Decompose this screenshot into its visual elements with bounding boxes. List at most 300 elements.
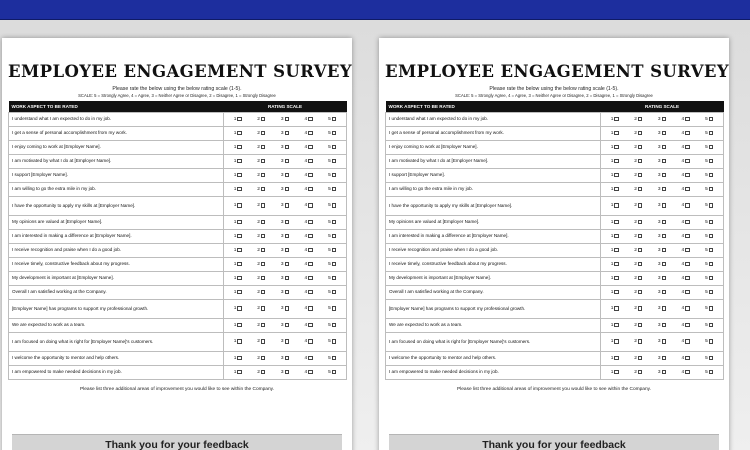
rating-option[interactable] [304, 117, 312, 122]
checkbox-icon[interactable] [685, 290, 690, 295]
rating-option[interactable] [257, 339, 265, 344]
checkbox-icon[interactable] [685, 262, 690, 267]
checkbox-icon[interactable] [614, 187, 619, 192]
checkbox-icon[interactable] [614, 159, 619, 164]
rating-option[interactable] [234, 248, 242, 253]
rating-option[interactable] [634, 173, 642, 178]
rating-option[interactable] [634, 145, 642, 150]
checkbox-icon[interactable] [685, 159, 690, 164]
rating-option[interactable] [257, 248, 265, 253]
checkbox-icon[interactable] [261, 187, 266, 192]
rating-option[interactable] [681, 203, 689, 208]
checkbox-icon[interactable] [285, 159, 290, 164]
checkbox-icon[interactable] [709, 356, 714, 361]
rating-option[interactable] [328, 356, 336, 361]
checkbox-icon[interactable] [614, 323, 619, 328]
rating-option[interactable] [234, 356, 242, 361]
rating-option[interactable] [281, 159, 289, 164]
rating-option[interactable] [611, 220, 619, 225]
checkbox-icon[interactable] [685, 234, 690, 239]
rating-option[interactable] [658, 370, 666, 375]
rating-option[interactable] [304, 323, 312, 328]
rating-option[interactable] [281, 203, 289, 208]
rating-option[interactable] [705, 117, 713, 122]
checkbox-icon[interactable] [261, 234, 266, 239]
rating-option[interactable] [257, 234, 265, 239]
rating-option[interactable] [328, 323, 336, 328]
checkbox-icon[interactable] [638, 276, 643, 281]
checkbox-icon[interactable] [261, 131, 266, 136]
rating-option[interactable] [658, 159, 666, 164]
checkbox-icon[interactable] [332, 339, 337, 344]
checkbox-icon[interactable] [709, 306, 714, 311]
checkbox-icon[interactable] [685, 187, 690, 192]
checkbox-icon[interactable] [685, 276, 690, 281]
rating-option[interactable] [257, 323, 265, 328]
checkbox-icon[interactable] [638, 220, 643, 225]
checkbox-icon[interactable] [237, 220, 242, 225]
checkbox-icon[interactable] [285, 339, 290, 344]
checkbox-icon[interactable] [308, 339, 313, 344]
rating-option[interactable] [281, 248, 289, 253]
rating-option[interactable] [611, 248, 619, 253]
rating-option[interactable] [634, 220, 642, 225]
checkbox-icon[interactable] [261, 323, 266, 328]
rating-option[interactable] [234, 159, 242, 164]
rating-option[interactable] [304, 187, 312, 192]
checkbox-icon[interactable] [685, 117, 690, 122]
rating-option[interactable] [328, 117, 336, 122]
checkbox-icon[interactable] [638, 323, 643, 328]
rating-option[interactable] [681, 187, 689, 192]
rating-option[interactable] [257, 187, 265, 192]
checkbox-icon[interactable] [285, 356, 290, 361]
checkbox-icon[interactable] [237, 159, 242, 164]
checkbox-icon[interactable] [709, 339, 714, 344]
checkbox-icon[interactable] [332, 159, 337, 164]
rating-option[interactable] [257, 131, 265, 136]
checkbox-icon[interactable] [685, 306, 690, 311]
checkbox-icon[interactable] [332, 203, 337, 208]
rating-option[interactable] [281, 370, 289, 375]
checkbox-icon[interactable] [285, 131, 290, 136]
checkbox-icon[interactable] [614, 370, 619, 375]
checkbox-icon[interactable] [332, 356, 337, 361]
checkbox-icon[interactable] [261, 262, 266, 267]
checkbox-icon[interactable] [308, 117, 313, 122]
checkbox-icon[interactable] [237, 203, 242, 208]
rating-option[interactable] [658, 339, 666, 344]
checkbox-icon[interactable] [308, 173, 313, 178]
checkbox-icon[interactable] [685, 173, 690, 178]
rating-option[interactable] [634, 276, 642, 281]
checkbox-icon[interactable] [237, 248, 242, 253]
rating-option[interactable] [304, 248, 312, 253]
checkbox-icon[interactable] [261, 173, 266, 178]
rating-option[interactable] [705, 248, 713, 253]
rating-option[interactable] [281, 339, 289, 344]
rating-option[interactable] [705, 173, 713, 178]
checkbox-icon[interactable] [614, 173, 619, 178]
checkbox-icon[interactable] [709, 234, 714, 239]
checkbox-icon[interactable] [662, 203, 667, 208]
checkbox-icon[interactable] [662, 370, 667, 375]
rating-option[interactable] [328, 339, 336, 344]
checkbox-icon[interactable] [332, 234, 337, 239]
rating-option[interactable] [634, 339, 642, 344]
checkbox-icon[interactable] [709, 173, 714, 178]
checkbox-icon[interactable] [308, 356, 313, 361]
checkbox-icon[interactable] [662, 173, 667, 178]
checkbox-icon[interactable] [614, 290, 619, 295]
checkbox-icon[interactable] [261, 356, 266, 361]
checkbox-icon[interactable] [709, 117, 714, 122]
rating-option[interactable] [281, 145, 289, 150]
rating-option[interactable] [681, 145, 689, 150]
rating-option[interactable] [328, 248, 336, 253]
rating-option[interactable] [304, 234, 312, 239]
rating-option[interactable] [681, 323, 689, 328]
checkbox-icon[interactable] [237, 339, 242, 344]
rating-option[interactable] [328, 306, 336, 311]
rating-option[interactable] [705, 187, 713, 192]
checkbox-icon[interactable] [237, 276, 242, 281]
rating-option[interactable] [304, 173, 312, 178]
checkbox-icon[interactable] [638, 234, 643, 239]
checkbox-icon[interactable] [285, 187, 290, 192]
rating-option[interactable] [328, 234, 336, 239]
rating-option[interactable] [611, 187, 619, 192]
rating-option[interactable] [257, 145, 265, 150]
rating-option[interactable] [234, 220, 242, 225]
checkbox-icon[interactable] [614, 339, 619, 344]
rating-option[interactable] [304, 290, 312, 295]
rating-option[interactable] [304, 203, 312, 208]
rating-option[interactable] [634, 234, 642, 239]
checkbox-icon[interactable] [285, 323, 290, 328]
rating-option[interactable] [257, 203, 265, 208]
checkbox-icon[interactable] [237, 187, 242, 192]
rating-option[interactable] [705, 203, 713, 208]
rating-option[interactable] [257, 276, 265, 281]
checkbox-icon[interactable] [638, 131, 643, 136]
checkbox-icon[interactable] [709, 131, 714, 136]
checkbox-icon[interactable] [614, 306, 619, 311]
checkbox-icon[interactable] [308, 234, 313, 239]
checkbox-icon[interactable] [638, 356, 643, 361]
rating-option[interactable] [611, 323, 619, 328]
rating-option[interactable] [634, 356, 642, 361]
checkbox-icon[interactable] [308, 220, 313, 225]
rating-option[interactable] [681, 306, 689, 311]
checkbox-icon[interactable] [685, 339, 690, 344]
checkbox-icon[interactable] [638, 173, 643, 178]
checkbox-icon[interactable] [685, 203, 690, 208]
checkbox-icon[interactable] [709, 187, 714, 192]
checkbox-icon[interactable] [662, 187, 667, 192]
checkbox-icon[interactable] [685, 145, 690, 150]
checkbox-icon[interactable] [685, 356, 690, 361]
rating-option[interactable] [304, 306, 312, 311]
rating-option[interactable] [611, 173, 619, 178]
checkbox-icon[interactable] [308, 276, 313, 281]
rating-option[interactable] [234, 370, 242, 375]
checkbox-icon[interactable] [308, 145, 313, 150]
checkbox-icon[interactable] [237, 173, 242, 178]
checkbox-icon[interactable] [685, 323, 690, 328]
checkbox-icon[interactable] [662, 248, 667, 253]
rating-option[interactable] [257, 370, 265, 375]
checkbox-icon[interactable] [638, 370, 643, 375]
checkbox-icon[interactable] [709, 276, 714, 281]
rating-option[interactable] [328, 173, 336, 178]
rating-option[interactable] [304, 276, 312, 281]
rating-option[interactable] [328, 370, 336, 375]
rating-option[interactable] [611, 159, 619, 164]
checkbox-icon[interactable] [614, 356, 619, 361]
checkbox-icon[interactable] [237, 131, 242, 136]
rating-option[interactable] [257, 117, 265, 122]
rating-option[interactable] [328, 145, 336, 150]
rating-option[interactable] [234, 306, 242, 311]
rating-option[interactable] [705, 220, 713, 225]
rating-option[interactable] [705, 323, 713, 328]
checkbox-icon[interactable] [638, 262, 643, 267]
rating-option[interactable] [658, 131, 666, 136]
checkbox-icon[interactable] [614, 248, 619, 253]
checkbox-icon[interactable] [285, 220, 290, 225]
checkbox-icon[interactable] [261, 339, 266, 344]
checkbox-icon[interactable] [261, 220, 266, 225]
rating-option[interactable] [304, 145, 312, 150]
rating-option[interactable] [658, 220, 666, 225]
rating-option[interactable] [304, 356, 312, 361]
checkbox-icon[interactable] [332, 220, 337, 225]
checkbox-icon[interactable] [709, 248, 714, 253]
checkbox-icon[interactable] [237, 290, 242, 295]
rating-option[interactable] [634, 248, 642, 253]
rating-option[interactable] [304, 220, 312, 225]
rating-option[interactable] [257, 262, 265, 267]
checkbox-icon[interactable] [261, 370, 266, 375]
checkbox-icon[interactable] [614, 262, 619, 267]
checkbox-icon[interactable] [261, 159, 266, 164]
rating-option[interactable] [281, 356, 289, 361]
checkbox-icon[interactable] [261, 117, 266, 122]
rating-option[interactable] [257, 306, 265, 311]
checkbox-icon[interactable] [709, 370, 714, 375]
checkbox-icon[interactable] [308, 187, 313, 192]
rating-option[interactable] [234, 187, 242, 192]
rating-option[interactable] [281, 306, 289, 311]
rating-option[interactable] [611, 145, 619, 150]
rating-option[interactable] [681, 173, 689, 178]
rating-option[interactable] [634, 262, 642, 267]
rating-option[interactable] [281, 234, 289, 239]
checkbox-icon[interactable] [237, 234, 242, 239]
checkbox-icon[interactable] [638, 187, 643, 192]
rating-option[interactable] [234, 203, 242, 208]
checkbox-icon[interactable] [261, 248, 266, 253]
checkbox-icon[interactable] [237, 117, 242, 122]
checkbox-icon[interactable] [638, 306, 643, 311]
checkbox-icon[interactable] [332, 187, 337, 192]
rating-option[interactable] [304, 131, 312, 136]
rating-option[interactable] [281, 262, 289, 267]
rating-option[interactable] [705, 370, 713, 375]
checkbox-icon[interactable] [662, 323, 667, 328]
checkbox-icon[interactable] [709, 290, 714, 295]
rating-option[interactable] [658, 306, 666, 311]
checkbox-icon[interactable] [285, 276, 290, 281]
rating-option[interactable] [304, 370, 312, 375]
checkbox-icon[interactable] [614, 234, 619, 239]
checkbox-icon[interactable] [308, 290, 313, 295]
checkbox-icon[interactable] [308, 131, 313, 136]
checkbox-icon[interactable] [685, 131, 690, 136]
checkbox-icon[interactable] [685, 220, 690, 225]
checkbox-icon[interactable] [237, 262, 242, 267]
rating-option[interactable] [234, 131, 242, 136]
rating-option[interactable] [681, 220, 689, 225]
rating-option[interactable] [634, 117, 642, 122]
rating-option[interactable] [658, 187, 666, 192]
checkbox-icon[interactable] [685, 370, 690, 375]
checkbox-icon[interactable] [285, 262, 290, 267]
checkbox-icon[interactable] [638, 117, 643, 122]
checkbox-icon[interactable] [285, 173, 290, 178]
rating-option[interactable] [328, 262, 336, 267]
rating-option[interactable] [234, 290, 242, 295]
checkbox-icon[interactable] [308, 306, 313, 311]
rating-option[interactable] [705, 131, 713, 136]
rating-option[interactable] [281, 187, 289, 192]
rating-option[interactable] [611, 339, 619, 344]
checkbox-icon[interactable] [332, 262, 337, 267]
rating-option[interactable] [234, 173, 242, 178]
rating-option[interactable] [658, 323, 666, 328]
rating-option[interactable] [611, 306, 619, 311]
checkbox-icon[interactable] [662, 306, 667, 311]
rating-option[interactable] [328, 290, 336, 295]
checkbox-icon[interactable] [662, 159, 667, 164]
rating-option[interactable] [234, 339, 242, 344]
rating-option[interactable] [234, 276, 242, 281]
rating-option[interactable] [681, 370, 689, 375]
checkbox-icon[interactable] [685, 248, 690, 253]
checkbox-icon[interactable] [662, 117, 667, 122]
checkbox-icon[interactable] [308, 262, 313, 267]
checkbox-icon[interactable] [237, 323, 242, 328]
rating-option[interactable] [611, 370, 619, 375]
rating-option[interactable] [658, 173, 666, 178]
rating-option[interactable] [281, 117, 289, 122]
checkbox-icon[interactable] [662, 234, 667, 239]
checkbox-icon[interactable] [638, 145, 643, 150]
rating-option[interactable] [658, 117, 666, 122]
checkbox-icon[interactable] [614, 131, 619, 136]
rating-option[interactable] [658, 234, 666, 239]
rating-option[interactable] [304, 159, 312, 164]
rating-option[interactable] [328, 159, 336, 164]
rating-option[interactable] [328, 276, 336, 281]
checkbox-icon[interactable] [662, 290, 667, 295]
checkbox-icon[interactable] [662, 145, 667, 150]
checkbox-icon[interactable] [285, 234, 290, 239]
rating-option[interactable] [304, 262, 312, 267]
rating-option[interactable] [681, 131, 689, 136]
rating-option[interactable] [681, 276, 689, 281]
rating-option[interactable] [681, 290, 689, 295]
rating-option[interactable] [257, 356, 265, 361]
checkbox-icon[interactable] [261, 276, 266, 281]
rating-option[interactable] [257, 290, 265, 295]
checkbox-icon[interactable] [237, 306, 242, 311]
checkbox-icon[interactable] [285, 370, 290, 375]
checkbox-icon[interactable] [237, 145, 242, 150]
checkbox-icon[interactable] [308, 370, 313, 375]
rating-option[interactable] [681, 159, 689, 164]
rating-option[interactable] [705, 234, 713, 239]
checkbox-icon[interactable] [332, 248, 337, 253]
checkbox-icon[interactable] [332, 145, 337, 150]
checkbox-icon[interactable] [237, 370, 242, 375]
rating-option[interactable] [328, 220, 336, 225]
rating-option[interactable] [634, 159, 642, 164]
checkbox-icon[interactable] [662, 131, 667, 136]
rating-option[interactable] [634, 290, 642, 295]
checkbox-icon[interactable] [662, 276, 667, 281]
rating-option[interactable] [705, 276, 713, 281]
checkbox-icon[interactable] [709, 262, 714, 267]
rating-option[interactable] [658, 248, 666, 253]
checkbox-icon[interactable] [285, 117, 290, 122]
rating-option[interactable] [611, 356, 619, 361]
checkbox-icon[interactable] [261, 203, 266, 208]
checkbox-icon[interactable] [285, 203, 290, 208]
rating-option[interactable] [611, 262, 619, 267]
rating-option[interactable] [705, 159, 713, 164]
rating-option[interactable] [611, 290, 619, 295]
rating-option[interactable] [234, 145, 242, 150]
checkbox-icon[interactable] [237, 356, 242, 361]
rating-option[interactable] [634, 131, 642, 136]
checkbox-icon[interactable] [261, 145, 266, 150]
checkbox-icon[interactable] [332, 306, 337, 311]
rating-option[interactable] [705, 262, 713, 267]
rating-option[interactable] [705, 145, 713, 150]
rating-option[interactable] [281, 276, 289, 281]
checkbox-icon[interactable] [332, 276, 337, 281]
checkbox-icon[interactable] [332, 370, 337, 375]
checkbox-icon[interactable] [261, 306, 266, 311]
rating-option[interactable] [705, 290, 713, 295]
checkbox-icon[interactable] [709, 323, 714, 328]
checkbox-icon[interactable] [308, 159, 313, 164]
rating-option[interactable] [634, 323, 642, 328]
rating-option[interactable] [658, 356, 666, 361]
checkbox-icon[interactable] [332, 131, 337, 136]
checkbox-icon[interactable] [332, 173, 337, 178]
rating-option[interactable] [611, 203, 619, 208]
rating-option[interactable] [634, 187, 642, 192]
rating-option[interactable] [234, 234, 242, 239]
checkbox-icon[interactable] [662, 220, 667, 225]
checkbox-icon[interactable] [709, 159, 714, 164]
checkbox-icon[interactable] [638, 248, 643, 253]
checkbox-icon[interactable] [709, 203, 714, 208]
checkbox-icon[interactable] [614, 117, 619, 122]
